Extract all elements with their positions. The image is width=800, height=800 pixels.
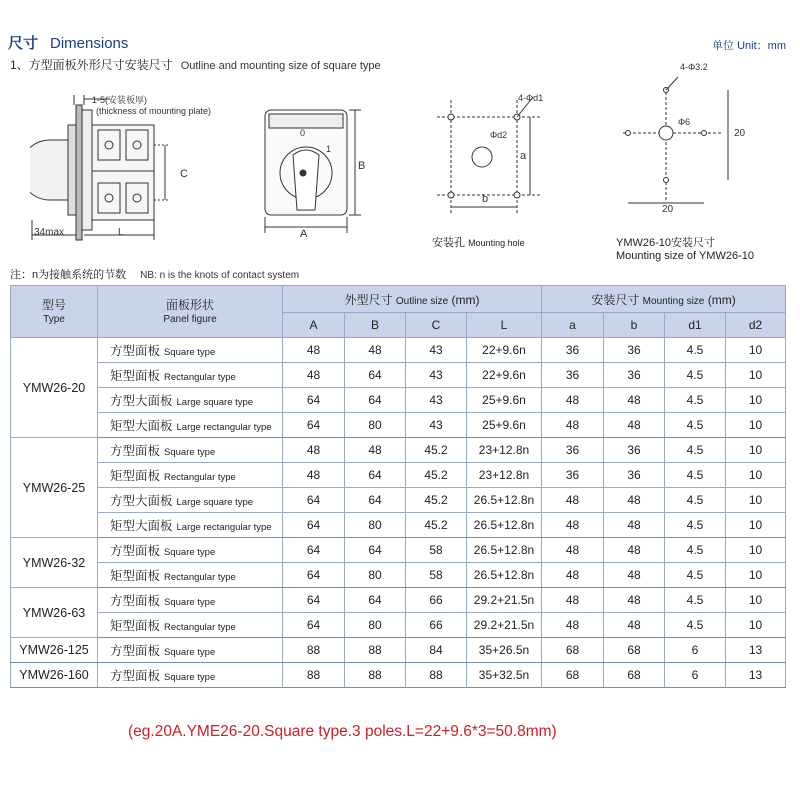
cell-b: 48	[604, 538, 665, 563]
subtitle-en: Outline and mounting size of square type	[180, 60, 381, 72]
panel-figure-en: Square type	[164, 672, 216, 683]
cell-a: 48	[542, 513, 604, 538]
panel-figure-en: Square type	[164, 547, 216, 558]
panel-figure	[98, 513, 283, 538]
cell-c: 58	[406, 563, 467, 588]
cell-b: 36	[604, 363, 665, 388]
table-row	[11, 488, 786, 513]
cell-c: 45.2	[406, 438, 467, 463]
cell-d2: 10	[726, 613, 786, 638]
table-row	[11, 413, 786, 438]
column-header: C	[406, 313, 467, 338]
column-header: b	[604, 313, 665, 338]
cell-a: 48	[283, 338, 345, 363]
panel-figure-zh: 方型面板	[110, 544, 161, 558]
cell-d1: 4.5	[665, 513, 726, 538]
cell-l: 29.2+21.5n	[467, 588, 542, 613]
hole-d2-label: Φd2	[490, 130, 508, 140]
column-header: a	[542, 313, 604, 338]
cell-l: 26.5+12.8n	[467, 513, 542, 538]
cell-b: 48	[604, 388, 665, 413]
table-row	[11, 663, 786, 688]
cell-c: 66	[406, 588, 467, 613]
cell-a: 48	[542, 413, 604, 438]
table-row	[11, 463, 786, 488]
panel-figure-en: Square type	[164, 647, 216, 658]
switch-position-0: 0	[300, 128, 306, 138]
cell-a: 36	[542, 463, 604, 488]
b-dimension-label: B	[358, 160, 366, 172]
mounting-hole-caption	[432, 234, 525, 250]
unit-label: 单位 Unit：mm	[712, 40, 786, 52]
header-outline-size: 外型尺寸 Outline size (mm)	[283, 286, 542, 313]
cell-b: 36	[604, 438, 665, 463]
cell-b: 64	[345, 538, 406, 563]
cell-c: 58	[406, 538, 467, 563]
cell-d1: 6	[665, 663, 726, 688]
cell-a: 64	[283, 563, 345, 588]
cell-b: 36	[604, 338, 665, 363]
cell-a: 64	[283, 613, 345, 638]
panel-figure	[98, 563, 283, 588]
mounting-hole-caption-en: Mounting hole	[468, 238, 525, 248]
cell-b: 64	[345, 388, 406, 413]
cell-l: 25+9.6n	[467, 413, 542, 438]
cell-d2: 10	[726, 563, 786, 588]
cell-d2: 10	[726, 338, 786, 363]
table-row	[11, 388, 786, 413]
panel-figure-zh: 矩型大面板	[110, 519, 173, 533]
cell-a: 48	[542, 613, 604, 638]
column-header: d2	[726, 313, 786, 338]
panel-figure-en: Large rectangular type	[176, 422, 272, 433]
cell-d2: 10	[726, 438, 786, 463]
column-header: A	[283, 313, 345, 338]
cell-b: 48	[604, 588, 665, 613]
note-en: NB: n is the knots of contact system	[140, 270, 300, 281]
panel-figure	[98, 488, 283, 513]
cell-d1: 4.5	[665, 413, 726, 438]
holes-d1-label: 4-Φd1	[518, 93, 544, 103]
page-title	[8, 32, 128, 53]
cell-l: 35+26.5n	[467, 638, 542, 663]
example-calculation: (eg.20A.YME26-20.Square type.3 poles.L=22+9.6*3=50.8mm)	[128, 723, 557, 740]
cell-b: 36	[604, 463, 665, 488]
ymw10-holes-label: 4-Φ3.2	[680, 62, 708, 72]
cell-d1: 6	[665, 638, 726, 663]
cell-a: 48	[542, 488, 604, 513]
ymw10-dim-horizontal: 20	[662, 204, 674, 215]
cell-d1: 4.5	[665, 588, 726, 613]
cell-a: 64	[283, 588, 345, 613]
cell-a: 48	[542, 588, 604, 613]
cell-d2: 10	[726, 513, 786, 538]
panel-figure	[98, 413, 283, 438]
column-header: L	[467, 313, 542, 338]
cell-l: 35+32.5n	[467, 663, 542, 688]
cell-d2: 10	[726, 463, 786, 488]
ymw10-caption-zh: YMW26-10安装尺寸	[616, 237, 716, 249]
cell-a: 48	[542, 388, 604, 413]
contact-system-note	[10, 266, 299, 282]
cell-d2: 10	[726, 413, 786, 438]
l-dimension-label: L	[118, 227, 124, 238]
cell-d1: 4.5	[665, 338, 726, 363]
cell-d2: 10	[726, 388, 786, 413]
cell-d1: 4.5	[665, 463, 726, 488]
mounting-hole-caption-zh: 安装孔	[432, 237, 465, 249]
cell-b: 64	[345, 588, 406, 613]
cell-b: 88	[345, 663, 406, 688]
front-view-drawing	[255, 105, 375, 240]
panel-figure-zh: 方型面板	[110, 444, 161, 458]
table-row	[11, 438, 786, 463]
cell-d2: 10	[726, 363, 786, 388]
cell-b: 64	[345, 463, 406, 488]
panel-figure	[98, 463, 283, 488]
cell-d1: 4.5	[665, 438, 726, 463]
cell-a: 48	[283, 438, 345, 463]
max-label: 34max	[34, 227, 65, 238]
cell-c: 43	[406, 413, 467, 438]
panel-figure-en: Large square type	[176, 497, 254, 508]
panel-figure	[98, 613, 283, 638]
panel-figure-zh: 方型大面板	[110, 394, 173, 408]
a-dimension-label: A	[300, 228, 308, 240]
panel-figure-en: Rectangular type	[164, 572, 236, 583]
cell-a: 48	[283, 363, 345, 388]
cell-c: 43	[406, 363, 467, 388]
cell-d1: 4.5	[665, 563, 726, 588]
header-mounting-size: 安装尺寸 Mounting size (mm)	[542, 286, 786, 313]
cell-a: 36	[542, 363, 604, 388]
model-type: YMW26-63	[11, 588, 98, 638]
cell-b: 48	[604, 488, 665, 513]
plate-thickness-zh: 1-5(安装板厚)	[92, 95, 148, 105]
cell-a: 64	[283, 513, 345, 538]
panel-figure	[98, 638, 283, 663]
table-row	[11, 588, 786, 613]
cell-d2: 10	[726, 538, 786, 563]
cell-l: 25+9.6n	[467, 388, 542, 413]
panel-figure-zh: 矩型面板	[110, 369, 161, 383]
cell-d1: 4.5	[665, 613, 726, 638]
cell-a: 48	[283, 463, 345, 488]
cell-c: 45.2	[406, 463, 467, 488]
panel-figure-zh: 矩型面板	[110, 569, 161, 583]
hole-b-label: b	[482, 193, 489, 205]
cell-b: 64	[345, 363, 406, 388]
cell-b: 80	[345, 513, 406, 538]
panel-figure	[98, 663, 283, 688]
section-subtitle	[10, 56, 381, 73]
cell-a: 36	[542, 438, 604, 463]
panel-figure-en: Large rectangular type	[176, 522, 272, 533]
subtitle-zh: 1、方型面板外形尺寸安装尺寸	[10, 58, 173, 72]
cell-d1: 4.5	[665, 388, 726, 413]
cell-d2: 10	[726, 588, 786, 613]
panel-figure-zh: 矩型面板	[110, 469, 161, 483]
cell-a: 68	[542, 663, 604, 688]
panel-figure-en: Square type	[164, 447, 216, 458]
cell-b: 64	[345, 488, 406, 513]
cell-a: 36	[542, 338, 604, 363]
cell-l: 26.5+12.8n	[467, 563, 542, 588]
title-en: Dimensions	[50, 35, 129, 52]
column-header: B	[345, 313, 406, 338]
cell-a: 48	[542, 563, 604, 588]
header-type: 型号 Type	[11, 286, 98, 338]
cell-l: 29.2+21.5n	[467, 613, 542, 638]
panel-figure-zh: 方型面板	[110, 644, 161, 658]
panel-figure-zh: 方型面板	[110, 594, 161, 608]
dimension-table	[10, 285, 786, 688]
cell-a: 88	[283, 663, 345, 688]
cell-a: 64	[283, 413, 345, 438]
ymw26-10-drawing	[618, 75, 748, 215]
cell-b: 68	[604, 663, 665, 688]
cell-b: 48	[604, 413, 665, 438]
switch-position-1: 1	[326, 144, 332, 154]
panel-figure	[98, 538, 283, 563]
cell-d2: 10	[726, 488, 786, 513]
cell-c: 45.2	[406, 513, 467, 538]
panel-figure-zh: 矩型面板	[110, 619, 161, 633]
cell-b: 48	[345, 338, 406, 363]
cell-c: 43	[406, 338, 467, 363]
cell-c: 88	[406, 663, 467, 688]
plate-thickness-en: (thickness of mounting plate)	[96, 106, 212, 116]
cell-c: 66	[406, 613, 467, 638]
knob-shape	[30, 140, 68, 200]
note-zh: 注：n为接触系统的节数	[10, 269, 127, 281]
panel-figure-zh: 矩型大面板	[110, 419, 173, 433]
header-panel: 面板形状 Panel figure	[98, 286, 283, 338]
ymw10-caption-en: Mounting size of YMW26-10	[616, 250, 754, 262]
table-row	[11, 613, 786, 638]
panel-figure-en: Rectangular type	[164, 372, 236, 383]
cell-b: 68	[604, 638, 665, 663]
cell-b: 48	[604, 613, 665, 638]
hole-a-label: a	[520, 150, 527, 162]
model-type: YMW26-25	[11, 438, 98, 538]
cell-b: 80	[345, 413, 406, 438]
cell-a: 48	[542, 538, 604, 563]
panel-figure-en: Large square type	[176, 397, 254, 408]
cell-b: 80	[345, 563, 406, 588]
panel-figure-zh: 方型面板	[110, 344, 161, 358]
cell-l: 26.5+12.8n	[467, 488, 542, 513]
table-row	[11, 638, 786, 663]
panel-figure-zh: 方型面板	[110, 669, 161, 683]
cell-c: 84	[406, 638, 467, 663]
title-zh: 尺寸	[8, 35, 39, 52]
cell-b: 48	[604, 563, 665, 588]
model-type: YMW26-20	[11, 338, 98, 438]
cell-a: 68	[542, 638, 604, 663]
panel-figure	[98, 588, 283, 613]
model-type: YMW26-32	[11, 538, 98, 588]
cell-b: 48	[345, 438, 406, 463]
panel-figure	[98, 388, 283, 413]
panel-figure	[98, 438, 283, 463]
model-type: YMW26-160	[11, 663, 98, 688]
panel-figure-en: Rectangular type	[164, 472, 236, 483]
cell-d1: 4.5	[665, 538, 726, 563]
panel-figure	[98, 338, 283, 363]
panel-figure-en: Square type	[164, 347, 216, 358]
table-row	[11, 563, 786, 588]
cell-l: 22+9.6n	[467, 363, 542, 388]
mounting-hole-drawing	[435, 95, 555, 215]
cell-l: 23+12.8n	[467, 463, 542, 488]
ymw10-dim-vertical: 20	[734, 128, 746, 139]
cell-d1: 4.5	[665, 363, 726, 388]
cell-b: 88	[345, 638, 406, 663]
cell-b: 48	[604, 513, 665, 538]
table-row	[11, 338, 786, 363]
panel-figure	[98, 363, 283, 388]
cell-d1: 4.5	[665, 488, 726, 513]
panel-figure-en: Rectangular type	[164, 622, 236, 633]
column-header: d1	[665, 313, 726, 338]
cell-l: 22+9.6n	[467, 338, 542, 363]
table-row	[11, 513, 786, 538]
cell-c: 45.2	[406, 488, 467, 513]
ymw10-center-label: Φ6	[678, 117, 691, 127]
cell-c: 43	[406, 388, 467, 413]
cell-a: 64	[283, 538, 345, 563]
panel-figure-zh: 方型大面板	[110, 494, 173, 508]
panel-figure-en: Square type	[164, 597, 216, 608]
cell-d2: 13	[726, 638, 786, 663]
c-dimension-label: C	[180, 168, 188, 180]
cell-d2: 13	[726, 663, 786, 688]
cell-a: 64	[283, 488, 345, 513]
table-row	[11, 538, 786, 563]
model-type: YMW26-125	[11, 638, 98, 663]
cell-a: 64	[283, 388, 345, 413]
cell-l: 23+12.8n	[467, 438, 542, 463]
cell-a: 88	[283, 638, 345, 663]
cell-b: 80	[345, 613, 406, 638]
cell-l: 26.5+12.8n	[467, 538, 542, 563]
table-row	[11, 363, 786, 388]
